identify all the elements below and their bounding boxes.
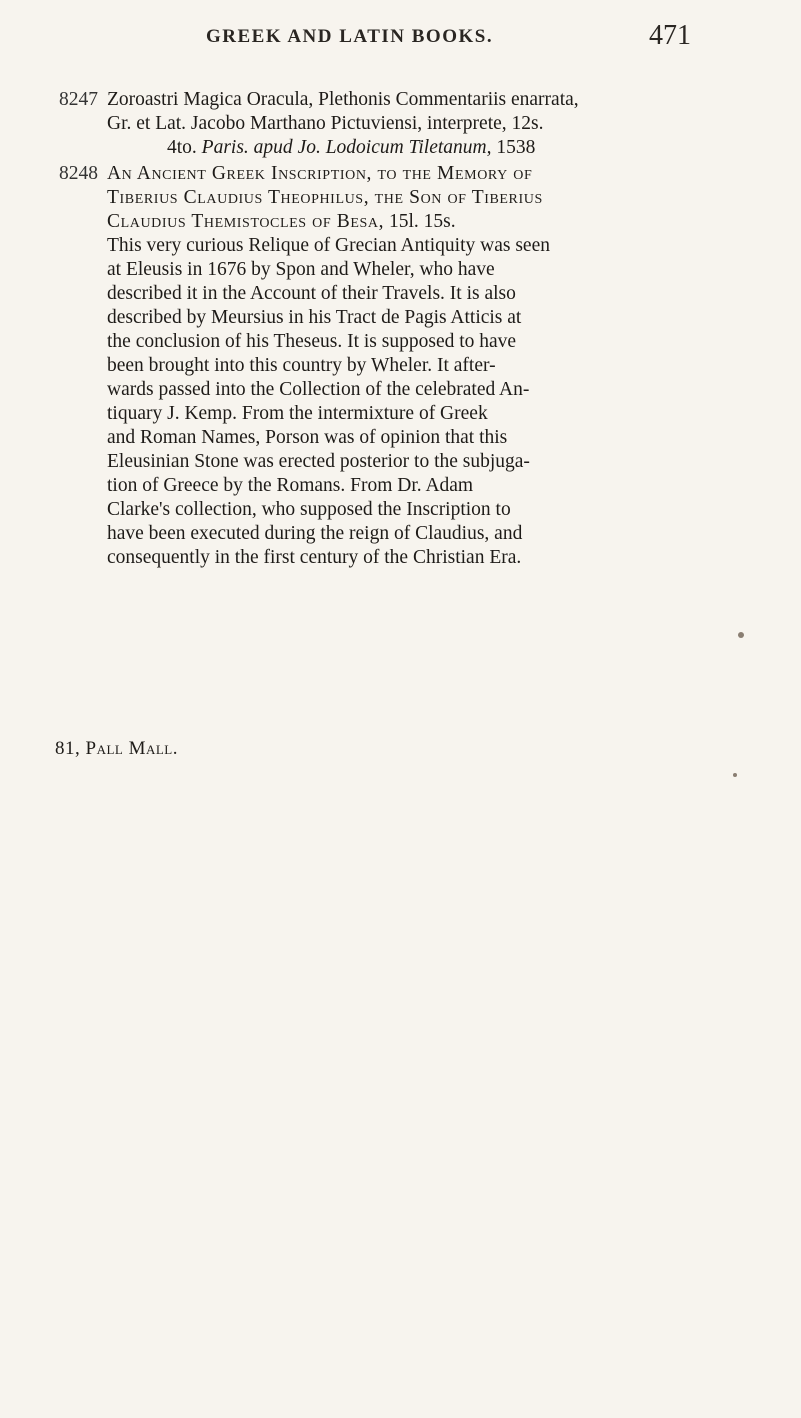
paper-speck xyxy=(733,773,737,777)
entry-title-line: An Ancient Greek Inscription, to the Memory of xyxy=(107,163,533,184)
description-line: and Roman Names, Porson was of opinion that this xyxy=(107,427,508,448)
page-number: 471 xyxy=(649,20,691,51)
entry-title-line: Gr. et Lat. Jacobo Marthano Pictuviensi, interprete, 12s. xyxy=(107,113,544,134)
running-title: GREEK AND LATIN BOOKS. xyxy=(206,26,494,47)
imprint-place-printer: Paris. apud Jo. Lodoicum Tiletanum, xyxy=(201,137,492,158)
imprint-year: 1538 xyxy=(496,137,536,158)
description-line: been brought into this country by Wheler. It after- xyxy=(107,355,496,376)
paper-speck xyxy=(738,632,744,638)
entry-number: 8248 xyxy=(59,163,98,184)
entry-title-line: Claudius Themistocles of Besa, xyxy=(107,211,385,232)
footer-address: 81, Pall Mall. xyxy=(55,738,179,759)
entry-title-line-with-price xyxy=(59,210,759,234)
description-line: at Eleusis in 1676 by Spon and Wheler, who have xyxy=(107,259,495,280)
entry-imprint xyxy=(59,136,759,160)
imprint-format: 4to. xyxy=(167,137,197,158)
entry-first-line xyxy=(59,162,759,186)
catalogue-entry-8248 xyxy=(59,162,759,570)
description-line: the conclusion of his Theseus. It is supposed to have xyxy=(107,331,517,352)
description-line: described it in the Account of their Travels. It is also xyxy=(107,283,516,304)
description-line: tion of Greece by the Romans. From Dr. Adam xyxy=(107,475,474,496)
catalogue-entry-8247 xyxy=(59,88,759,160)
description-line: This very curious Relique of Grecian Antiquity was seen xyxy=(107,235,550,256)
description-line: have been executed during the reign of Claudius, and xyxy=(107,523,523,544)
description-line: described by Meursius in his Tract de Pagis Atticis at xyxy=(107,307,522,328)
entry-number: 8247 xyxy=(59,89,98,110)
description-line: tiquary J. Kemp. From the intermixture of Greek xyxy=(107,403,488,424)
entry-title-line: Tiberius Claudius Theophilus, the Son of Tiberius xyxy=(107,187,543,208)
entry-title-line: Zoroastri Magica Oracula, Plethonis Commentariis enarrata, xyxy=(107,89,579,110)
entry-price: 15l. 15s. xyxy=(388,211,456,232)
description-line: Eleusinian Stone was erected posterior to the subjuga- xyxy=(107,451,530,472)
entry-description xyxy=(59,234,759,570)
description-line: consequently in the first century of the Christian Era. xyxy=(107,547,522,568)
description-line: wards passed into the Collection of the celebrated An- xyxy=(107,379,530,400)
entry-first-line xyxy=(59,88,759,112)
description-line: Clarke's collection, who supposed the Inscription to xyxy=(107,499,511,520)
